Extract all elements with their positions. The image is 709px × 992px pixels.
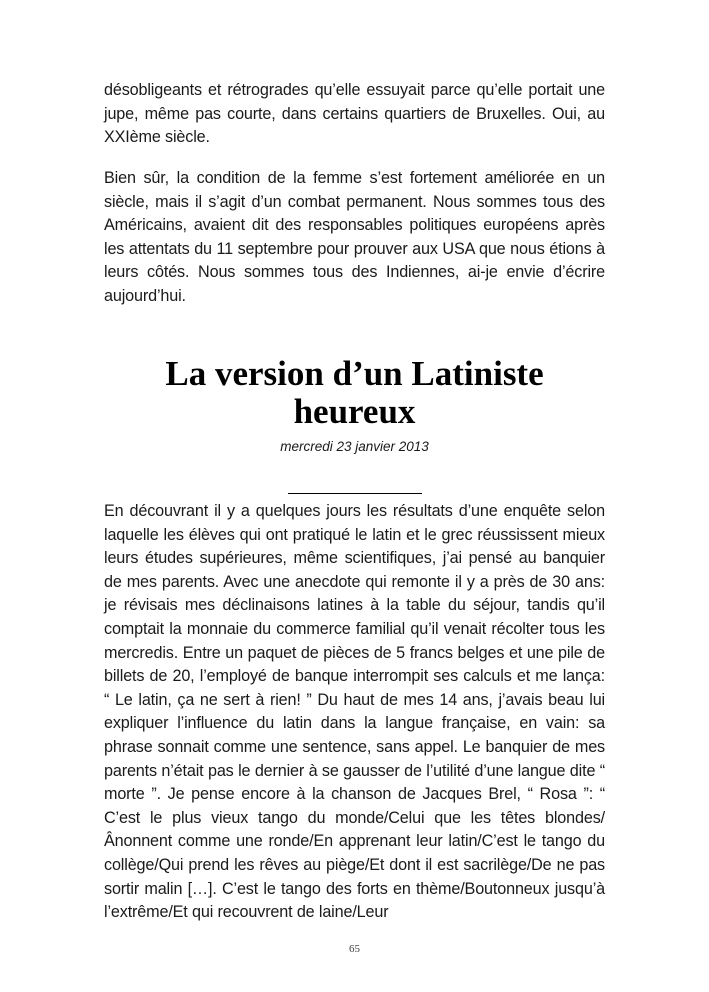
body-paragraph: désobligeants et rétrogrades qu’elle essuyait parce qu’elle portait une jupe, même pas courte, dans certains quartiers de Bruxelles. Oui, au XXIème siècle. (104, 81, 605, 147)
body-paragraph: Bien sûr, la condition de la femme s’est fortement améliorée en un siècle, mais il s’agit d’un combat permanent. Nous sommes tous des Américains, avaient dit des responsables politiques européens après les attentats du 11 septembre pour prouver aux USA que nous étions à leurs côtés. Nous sommes tous des Indiennes, ai-je envie d’écrire aujourd’hui. (104, 169, 605, 305)
article-title: La version d’un Latiniste heureux (165, 354, 544, 431)
body-paragraph: En découvrant il y a quelques jours les résultats d’une enquête selon laquelle les élèves qui ont pratiqué le latin et le grec réussissent mieux leurs études supérieures, même scientifiques, j’ai pensé au banquier de mes parents. Avec une anecdote qui remonte il y a près de 30 ans: je révisais mes déclinaisons latines à la table du séjour, tandis qu’il comptait la monnaie du commerce familial qu’il venait récolter tous les mercredis. Entre un paquet de pièces de 5 francs belges et une pile de billets de 20, l’employé de banque interrompit ses calculs et me lança: “ Le latin, ça ne sert à rien! ” Du haut de mes 14 ans, j’avais beau lui expliquer l’influence du latin dans la langue française, en vain: sa phrase sonnait comme une sentence, sans appel. Le banquier de mes parents n’était pas le dernier à se gausser de l’utilité d’une langue dite “ morte ”. Je pense encore à la chanson de Jacques Brel, “ Rosa ”: “ C’est le plus vieux tango du monde/Celui que les têtes blondes/Ânonnent comme une ronde/En apprenant leur latin/C’est le tango du collège/Qui prend les rêves au piège/Et dont il est sacrilège/De ne pas sortir malin […]. C’est le tango des forts en thème/Boutonneux jusqu’à l’extrême/Et qui recouvrent de laine/Leur (104, 502, 605, 922)
article-date: mercredi 23 janvier 2013 (280, 439, 429, 454)
section-divider (288, 493, 422, 494)
page-number: 65 (349, 943, 360, 955)
